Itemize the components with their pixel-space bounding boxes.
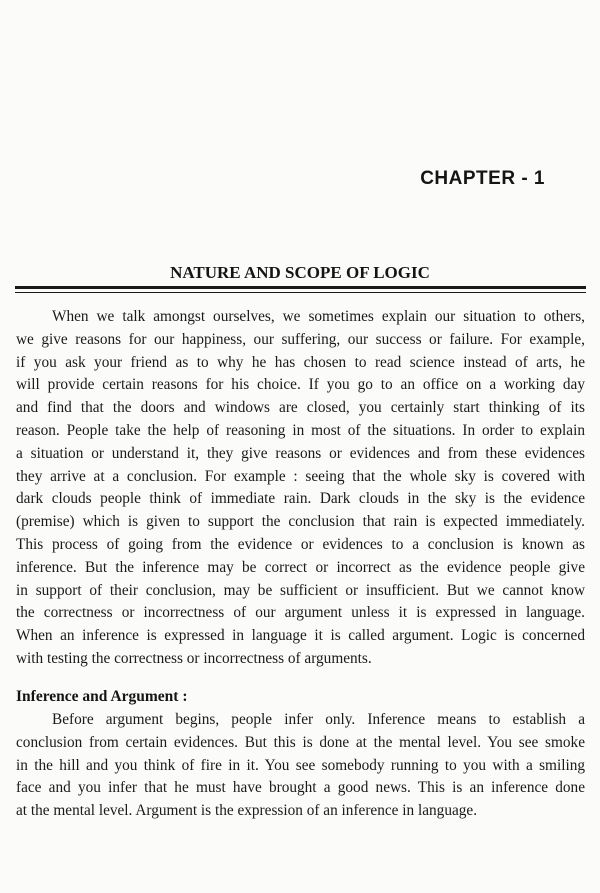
section-title: NATURE AND SCOPE OF LOGIC [170, 263, 430, 282]
chapter-label: CHAPTER - 1 [420, 168, 545, 189]
paragraph-intro [16, 306, 585, 671]
paragraph-line: conclusion from certain evidences. But this is done at the mental level. You see smoke [16, 733, 585, 751]
paragraph-line: and find that the doors and windows are closed, you certainly start thinking of its [16, 399, 585, 417]
title-rule-thin [15, 292, 586, 293]
paragraph-line: at the mental level. Argument is the expression of an inference in language. [16, 802, 478, 820]
paragraph-line: with testing the correctness or incorrectness of arguments. [16, 649, 372, 667]
paragraph-line: we give reasons for our happiness, our suffering, our success or failure. For example, [16, 330, 585, 348]
paragraph-line: Before argument begins, people infer only. Inference means to establish a [52, 711, 585, 728]
paragraph-inference [16, 709, 585, 823]
paragraph-line: a situation or understand it, they give reasons or evidences and from these evidences [16, 444, 585, 462]
paragraph-line: the correctness or incorrectness of our argument unless it is expressed in language. [16, 604, 585, 622]
paragraph-line: (premise) which is given to support the conclusion that rain is expected immediately. [16, 513, 585, 531]
paragraph-line: in support of their conclusion, may be sufficient or insufficient. But we cannot know [16, 581, 585, 599]
paragraph-line: When we talk amongst ourselves, we sometimes explain our situation to others, [52, 308, 585, 325]
paragraph-line: in the hill and you think of fire in it. You see somebody running to you with a smiling [16, 756, 585, 774]
paragraph-line: if you ask your friend as to why he has chosen to read science instead of arts, he [16, 353, 585, 371]
paragraph-line: When an inference is expressed in language it is called argument. Logic is concerned [16, 627, 585, 645]
paragraph-line: will provide certain reasons for his choice. If you go to an office on a working day [16, 376, 585, 394]
paragraph-line: reason. People take the help of reasoning in most of the situations. In order to explain [16, 421, 585, 439]
paragraph-line: dark clouds people think of immediate rain. Dark clouds in the sky is the evidence [16, 490, 585, 508]
paragraph-line: face and you infer that he must have brought a good news. This is an inference done [16, 779, 585, 797]
paragraph-line: they arrive at a conclusion. For example : seeing that the whole sky is covered with [16, 467, 585, 485]
subheading-inference-argument: Inference and Argument : [16, 688, 188, 705]
title-rule-thick [15, 286, 586, 289]
paragraph-line: inference. But the inference may be correct or incorrect as the evidence people give [16, 558, 585, 576]
paragraph-line: This process of going from the evidence or evidences to a conclusion is known as [16, 535, 585, 553]
